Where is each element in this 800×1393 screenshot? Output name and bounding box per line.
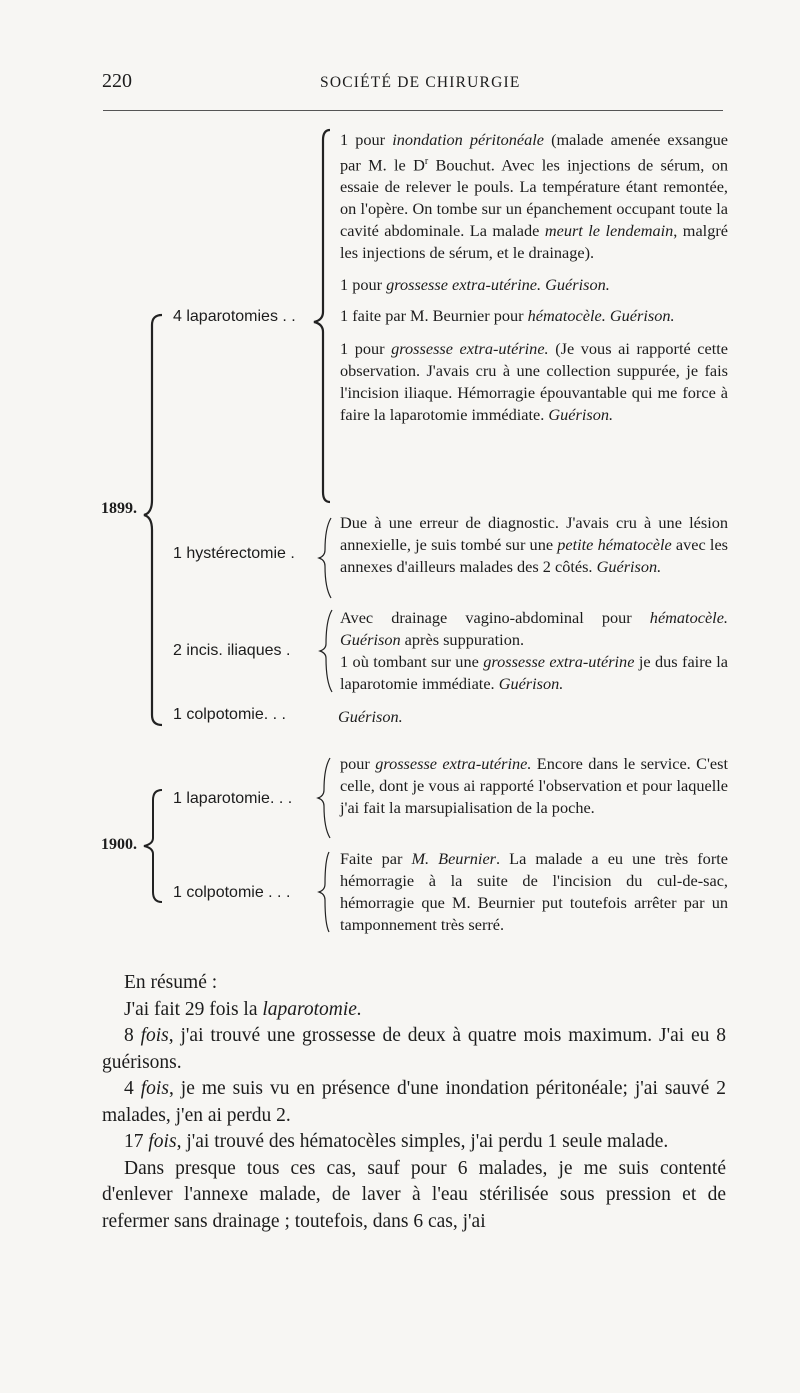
label-hysterectomie: 1 hystérectomie . (173, 545, 295, 562)
bracket-incis (324, 610, 338, 692)
laparotomies-cases (340, 129, 728, 426)
case-hematocele: 1 faite par M. Beurnier pour hématocèle. Guérison. (340, 306, 675, 326)
bracket-1900-outer (150, 790, 170, 902)
case-grossesse-2: 1 pour grossesse extra-utérine. (Je vous ai rapporté cette observation. J'avais cru à une collection suppurée, je fais l'incision iliaque. Hémorragie épouvantable qui me force à faire la laparotomie immédiate. Guérison. (340, 339, 729, 425)
header-rule (103, 110, 723, 111)
colpotomie-1899-text: Guérison. (338, 707, 403, 726)
summary-line-2: 8 fois, j'ai trouvé une grossesse de deux à quatre mois maximum. J'ai eu 8 guérisons. (102, 1025, 727, 1073)
summary-heading: En résumé : (124, 972, 218, 993)
year-1899: 1899. (101, 500, 137, 517)
incis-text (340, 607, 728, 695)
colpotomie-1900-text: Faite par M. Beurnier. La malade a eu une très forte hémorragie à la suite de l'incision du cul-de-sac, hémorragie que M. Beurnier put toutefois arrêter par un tamponnement très serré. (340, 849, 728, 934)
case-inondation: 1 pour inondation péritonéale (malade amenée exsangue par M. le $D^r$ Bouchut. Avec les injections de sérum, on essaie de relever le pouls. La température étant remontée, on l'opère. On tombe sur un épanchement occupant toute la cavité abdominale. La malade meurt le lendemain, malgré les injections de sérum, et le drainage). (340, 130, 729, 263)
year-1900: 1900. (101, 836, 137, 853)
summary-line-3: 4 fois, je me suis vu en présence d'une inondation péritonéale; j'ai sauvé 2 malades, j'en ai perdu 2. (102, 1078, 727, 1126)
case-grossesse-1: 1 pour grossesse extra-utérine. Guérison. (340, 275, 610, 295)
hysterectomie-text: Due à une erreur de diagnostic. J'avais cru à une lésion annexielle, je suis tombé sur une petite hématocèle avec les annexes d'ailleurs malades des 2 côtés. Guérison. (340, 513, 729, 576)
label-4-laparotomies: 4 laparotomies . . (173, 308, 296, 325)
bracket-1899-outer (150, 315, 170, 725)
label-1900-laparotomie: 1 laparotomie. . . (173, 790, 293, 807)
label-1900-colpotomie: 1 colpotomie . . . (173, 884, 291, 901)
summary-line-1: J'ai fait 29 fois la laparotomie. (124, 998, 362, 1020)
summary (102, 970, 726, 1235)
summary-line-5: Dans presque tous ces cas, sauf pour 6 malades, je me suis contenté d'enlever l'annexe malade, de laver à l'eau stérilisée sous pression et de refermer sans drainage ; toutefois, dans 6 cas, j'ai (102, 1157, 726, 1232)
bracket-1900-laparotomie (322, 758, 336, 838)
label-colpotomie-1899: 1 colpotomie. . . (173, 706, 286, 723)
summary-line-4: 17 fois, j'ai trouvé des hématocèles simples, j'ai perdu 1 seule malade. (124, 1131, 669, 1152)
page-number: 220 (102, 70, 132, 92)
laparotomie-1900-text: pour grossesse extra-utérine. Encore dans le service. C'est celle, dont je vous ai rapporté l'observation et pour laquelle j'ai fait la marsupialisation de la poche. (340, 754, 728, 817)
running-title: SOCIÉTÉ DE CHIRURGIE (320, 74, 521, 91)
bracket-1900-colpotomie (323, 852, 337, 932)
label-incis-iliaques: 2 incis. iliaques . (173, 642, 291, 659)
bracket-laparotomies (320, 130, 340, 502)
bracket-hysterectomie (323, 518, 337, 598)
incis-line-1: Avec drainage vagino-abdominal pour hématocèle. Guérison après suppuration. (340, 608, 728, 649)
incis-line-2: 1 où tombant sur une grossesse extra-utérine je dus faire la laparotomie immédiate. Guérison. (340, 652, 728, 693)
